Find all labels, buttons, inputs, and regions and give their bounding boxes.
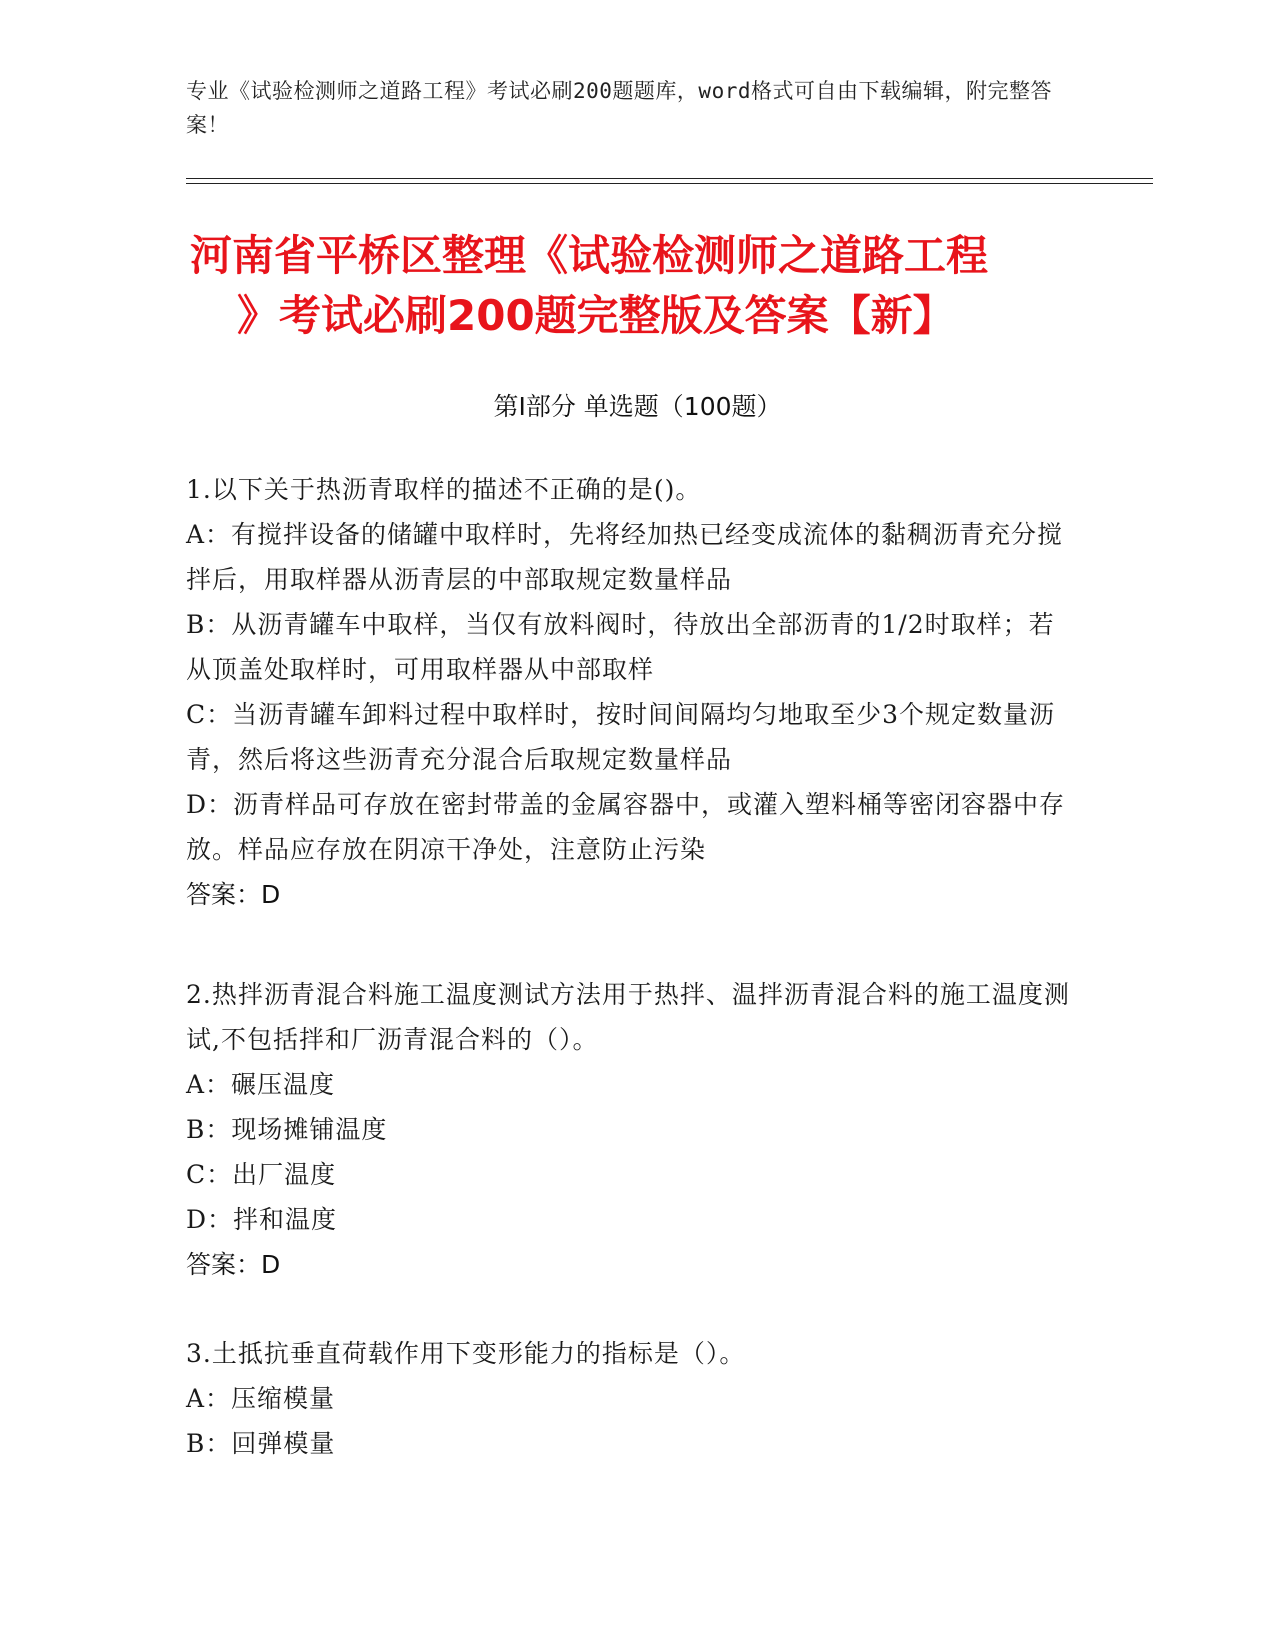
section-title: 第Ⅰ部分 单选题（100题） <box>493 392 782 421</box>
question-block-2 <box>186 972 1076 1287</box>
document-title <box>190 226 1090 346</box>
question-text: 2.热拌沥青混合料施工温度测试方法用于热拌、温拌沥青混合料的施工温度测试,不包括拌和厂沥青混合料的（）。 <box>186 980 1070 1054</box>
option-a: A：有搅拌设备的储罐中取样时，先将经加热已经变成流体的黏稠沥青充分搅拌后，用取样器从沥青层的中部取规定数量样品 <box>186 520 1064 594</box>
header-divider-top <box>186 178 1153 179</box>
answer-label: 答案：D <box>186 1250 281 1279</box>
answer-label: 答案：D <box>186 880 281 909</box>
option-c: C：出厂温度 <box>186 1160 337 1189</box>
option-d: D：拌和温度 <box>186 1205 338 1234</box>
option-b: B：现场摊铺温度 <box>186 1115 388 1144</box>
question-text: 1.以下关于热沥青取样的描述不正确的是()。 <box>186 475 702 504</box>
header-note: 专业《试验检测师之道路工程》考试必刷200题题库，word格式可自由下载编辑，附完整答案！ <box>186 79 1052 137</box>
option-a: A：压缩模量 <box>186 1384 336 1413</box>
question-block-1 <box>186 467 1076 917</box>
option-b: B：从沥青罐车中取样，当仅有放料阀时，待放出全部沥青的1/2时取样；若从顶盖处取样时，可用取样器从中部取样 <box>186 610 1055 684</box>
option-c: C：当沥青罐车卸料过程中取样时，按时间间隔均匀地取至少3个规定数量沥青，然后将这些沥青充分混合后取规定数量样品 <box>186 700 1056 774</box>
option-a: A：碾压温度 <box>186 1070 336 1099</box>
question-text: 3.土抵抗垂直荷载作用下变形能力的指标是（）。 <box>186 1339 746 1368</box>
document-title-line-1: 河南省平桥区整理《试验检测师之道路工程 <box>190 231 989 280</box>
question-block-3 <box>186 1331 1076 1466</box>
header-divider-bottom <box>186 183 1153 184</box>
document-title-line-2: 》考试必刷200题完整版及答案【新】 <box>237 291 955 340</box>
option-d: D：沥青样品可存放在密封带盖的金属容器中，或灌入塑料桶等密闭容器中存放。样品应存放在阴凉干净处，注意防止污染 <box>186 790 1066 864</box>
option-b: B：回弹模量 <box>186 1429 336 1458</box>
